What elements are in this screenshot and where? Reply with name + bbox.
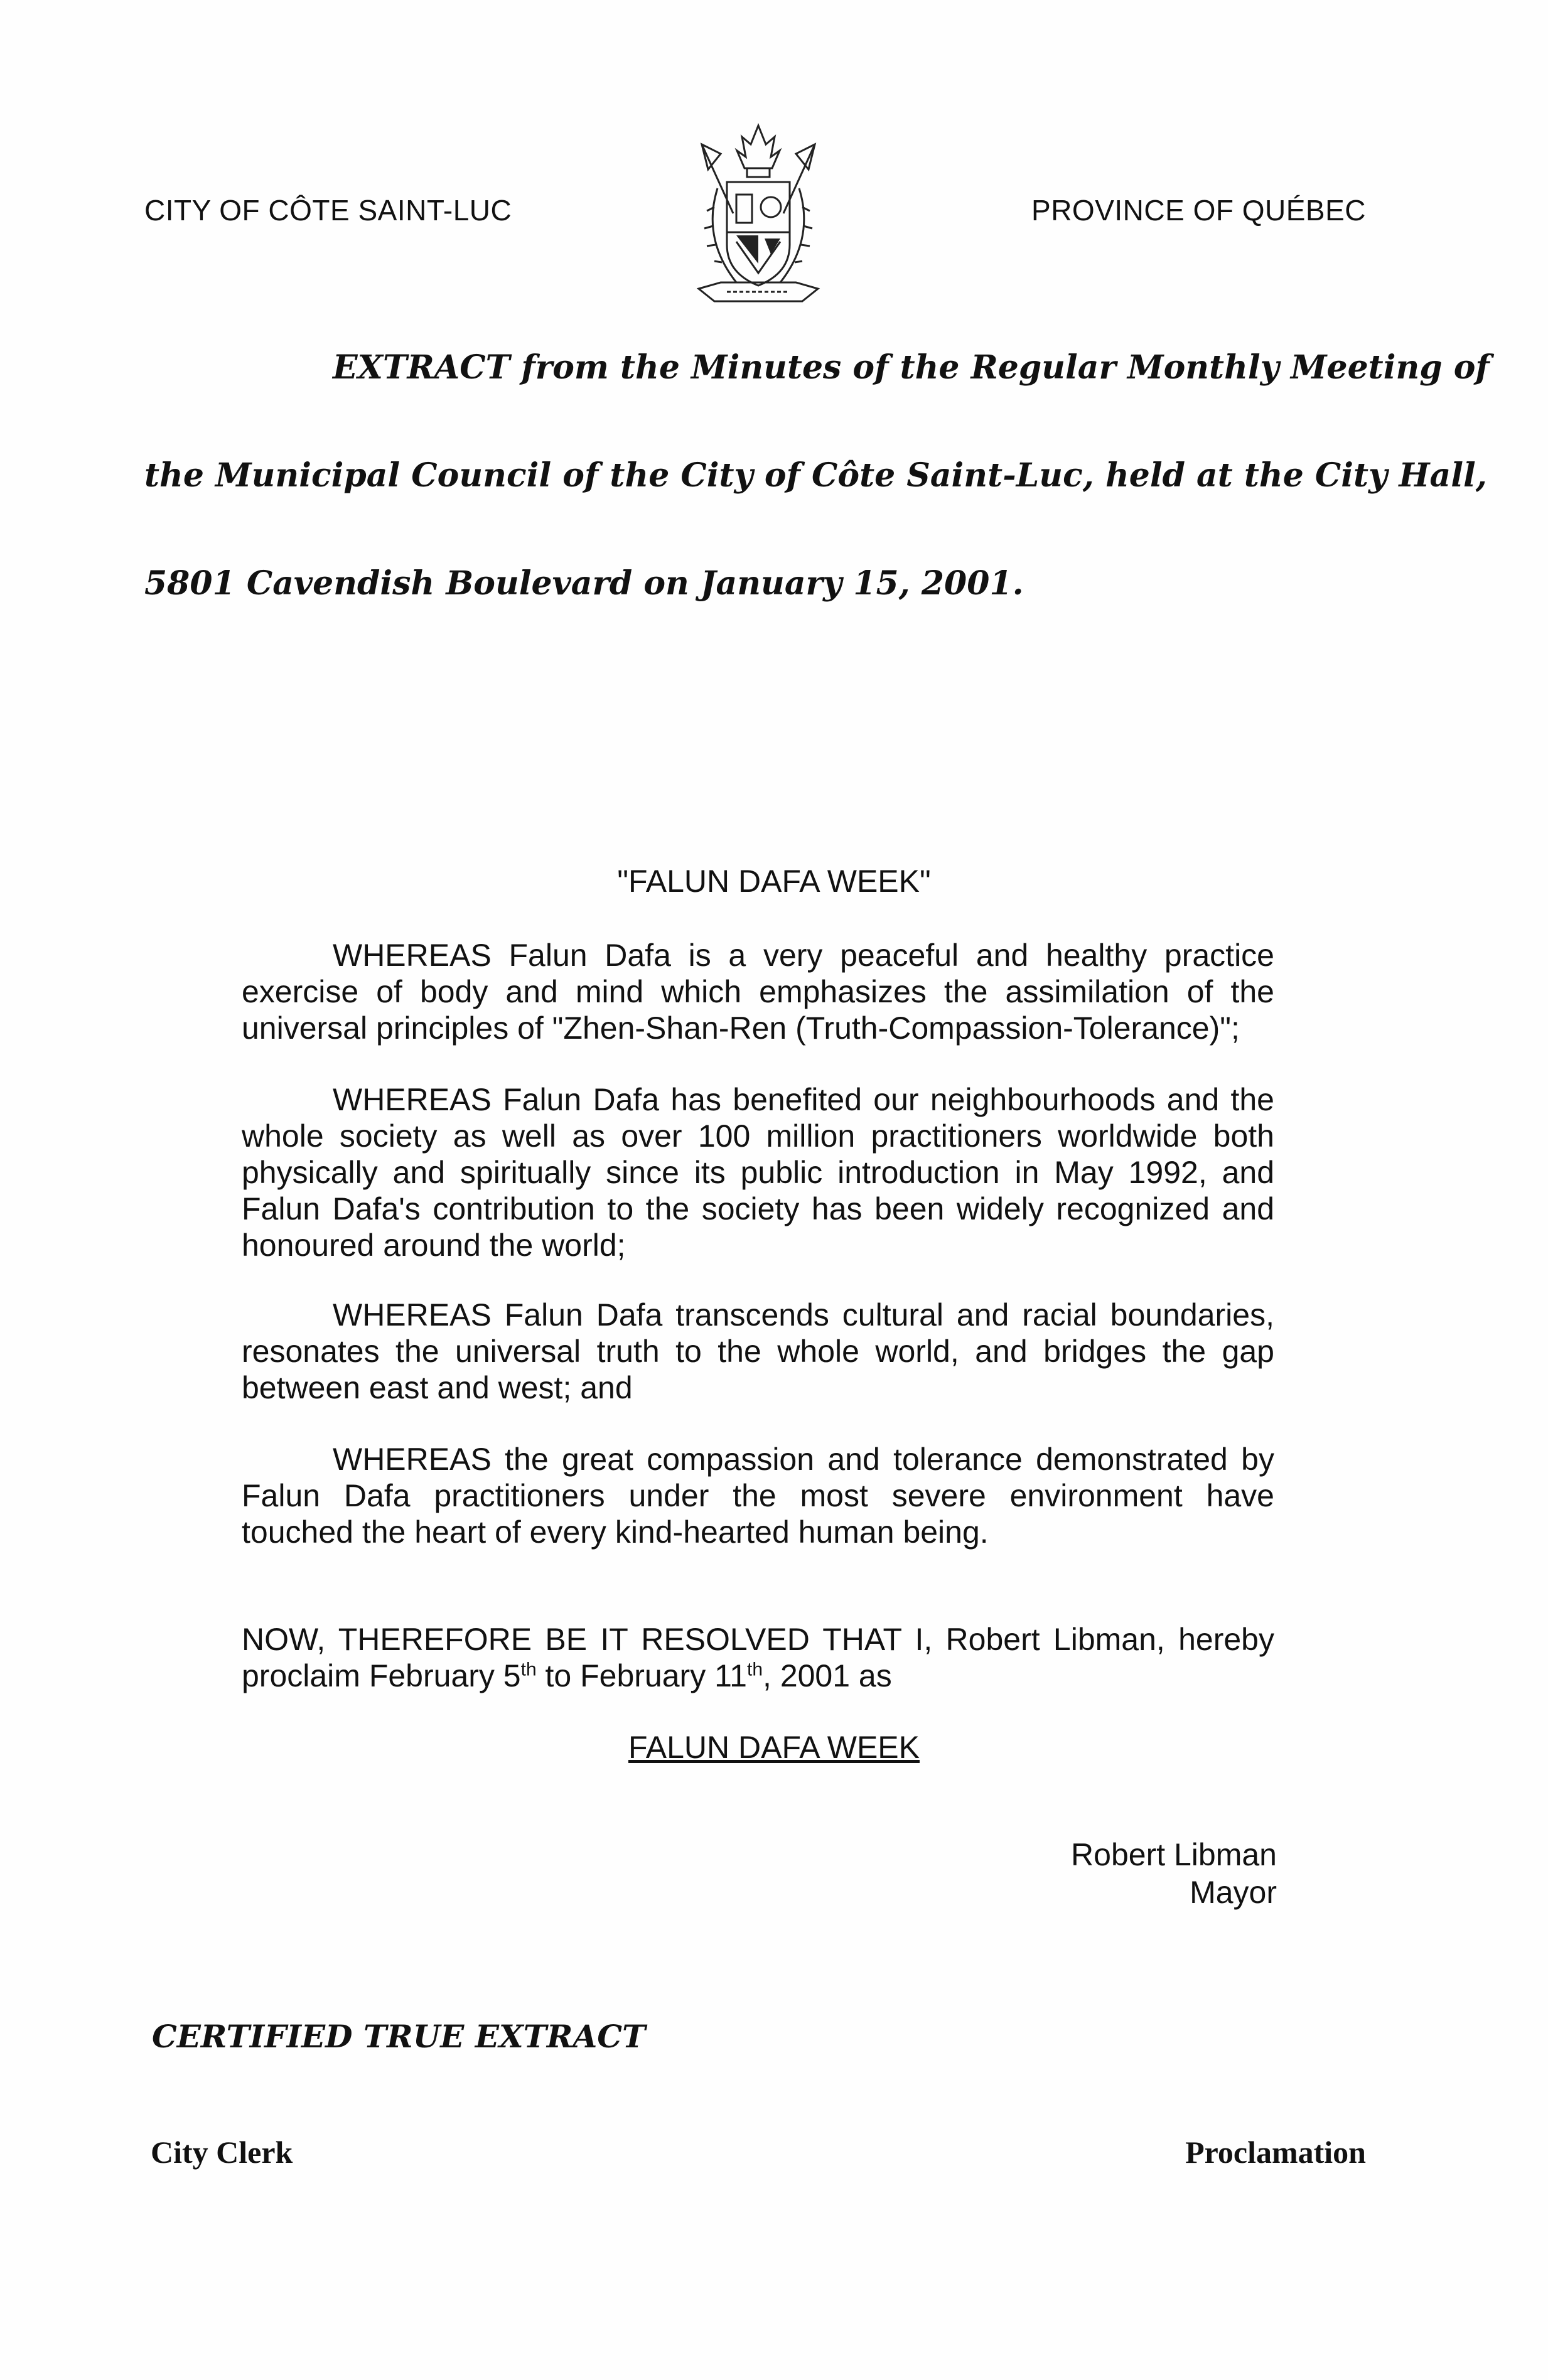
proclamation-title: "FALUN DAFA WEEK" — [617, 864, 931, 899]
ordinal-suffix: th — [520, 1659, 537, 1680]
city-clerk-label: City Clerk — [151, 2135, 293, 2170]
proclamation-label: Proclamation — [1185, 2135, 1366, 2170]
paragraph-text: WHEREAS Falun Dafa is a very peaceful and healthy practice exercise of body and mind which emphasizes the assimilation of the universal principles of "Zhen-Shan-Ren (Truth-Compassion-Tolerance)"; — [242, 938, 1274, 1046]
whereas-paragraph-3 — [242, 1297, 1274, 1406]
paragraph-text: WHEREAS Falun Dafa transcends cultural and racial boundaries, resonates the universal truth to the whole world, and bridges the gap between east and west; and — [242, 1297, 1274, 1405]
resolution-text-3: , 2001 as — [763, 1658, 892, 1693]
extract-heading — [144, 348, 1490, 675]
city-name: CITY OF CÔTE SAINT-LUC — [144, 194, 512, 227]
whereas-paragraph-4 — [242, 1441, 1274, 1550]
whereas-paragraph-2 — [242, 1081, 1274, 1263]
extract-line-3: 5801 Cavendish Boulevard on January 15, 2001. — [144, 564, 1024, 603]
signatory-name: Robert Libman — [1071, 1837, 1277, 1872]
paragraph-text: WHEREAS the great compassion and tolerance demonstrated by Falun Dafa practitioners under the most severe environment have touched the heart of every kind-hearted human being. — [242, 1442, 1274, 1550]
extract-line-1: EXTRACT from the Minutes of the Regular Monthly Meeting of — [333, 348, 1490, 387]
paragraph-text: WHEREAS Falun Dafa has benefited our neighbourhoods and the whole society as well as over 100 million practitioners worldwide both physically and spiritually since its public introduction in May 1992, and Falun Dafa's contribution to the society has been widely recognized and honoured around the world; — [242, 1082, 1274, 1263]
signatory-role: Mayor — [1190, 1875, 1277, 1910]
extract-line-2: the Municipal Council of the City of Côte Saint-Luc, held at the City Hall, — [144, 456, 1487, 495]
resolution-text-1: NOW, THEREFORE BE IT RESOLVED THAT I, Robert Libman, hereby proclaim February 5 — [242, 1622, 1274, 1693]
resolution-text-2: to February 11 — [536, 1658, 747, 1693]
city-coat-of-arms-icon — [677, 119, 840, 326]
province-name: PROVINCE OF QUÉBEC — [1031, 194, 1366, 227]
resolution-paragraph — [242, 1621, 1274, 1694]
whereas-paragraph-1 — [242, 937, 1274, 1046]
certified-label: CERTIFIED TRUE EXTRACT — [152, 2018, 646, 2055]
ordinal-suffix: th — [747, 1659, 763, 1680]
proclaimed-week: FALUN DAFA WEEK — [628, 1730, 920, 1765]
signature-block — [1071, 1836, 1277, 1911]
